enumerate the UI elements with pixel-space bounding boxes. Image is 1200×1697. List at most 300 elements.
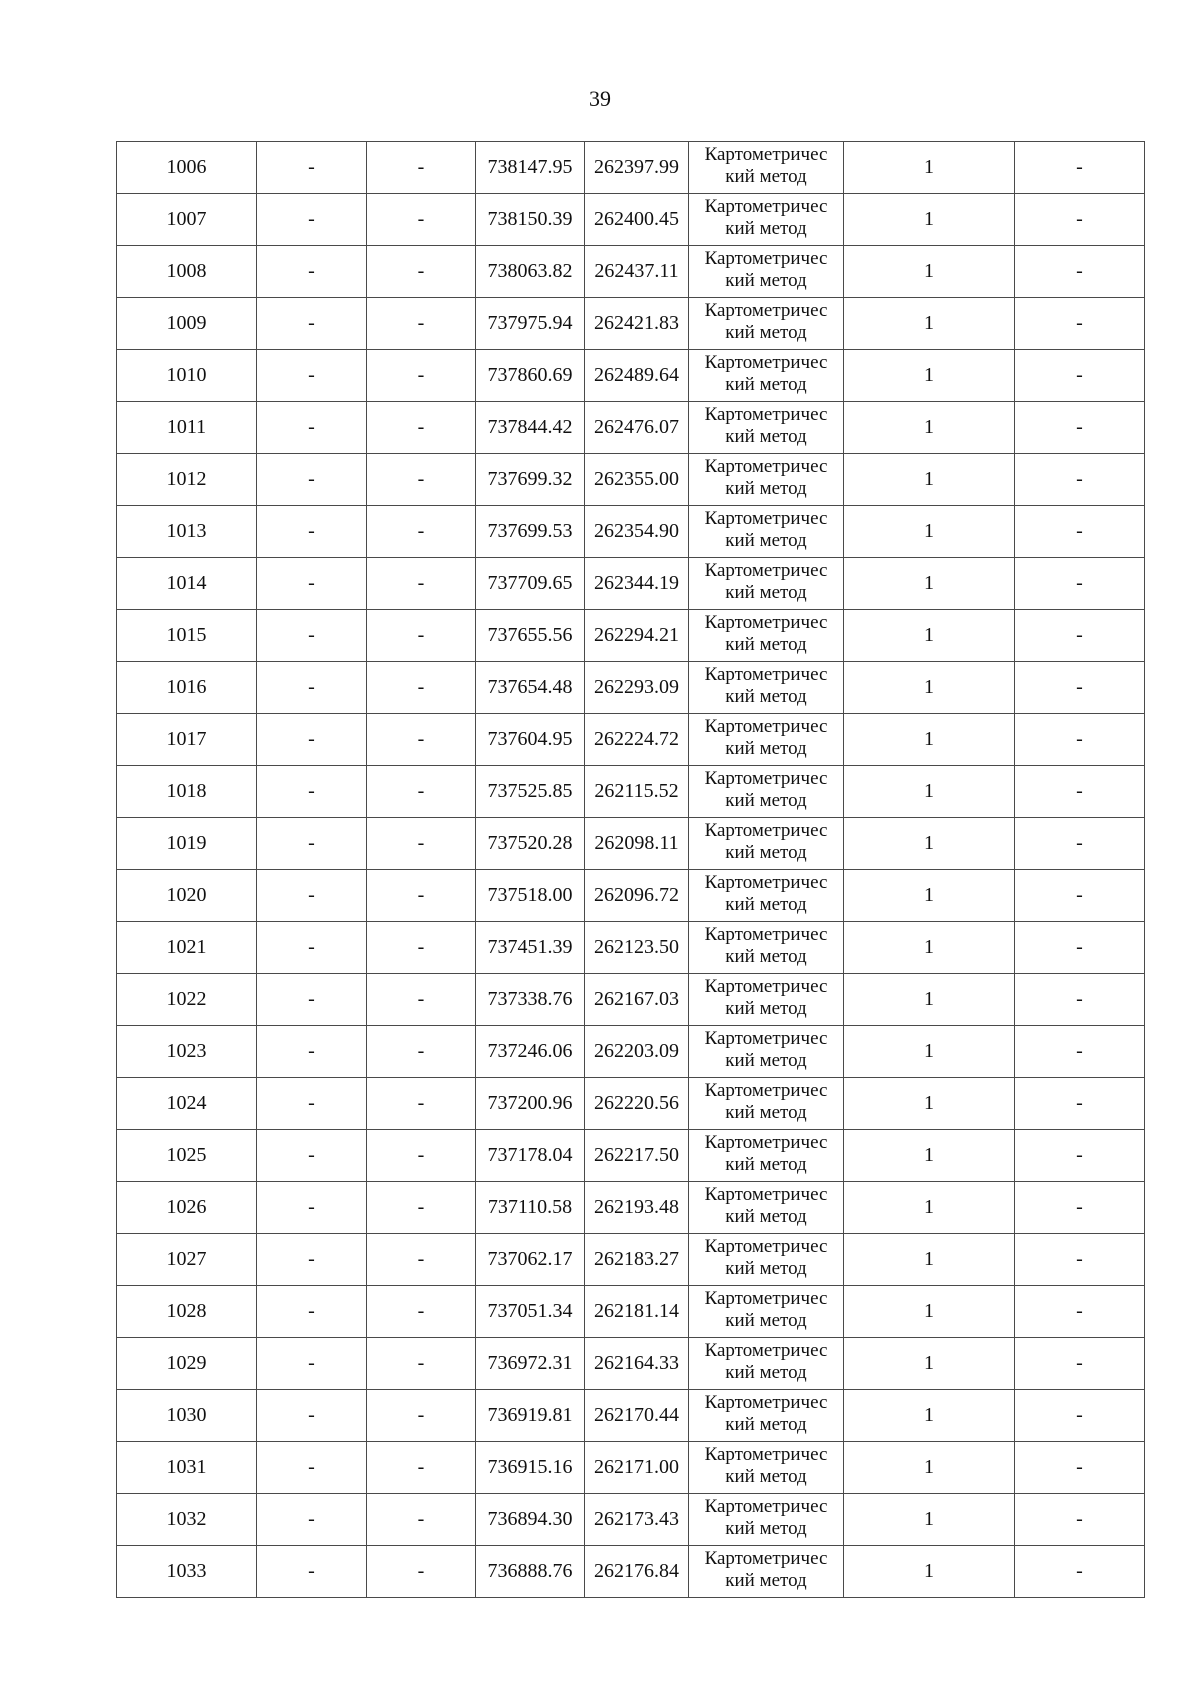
column-8-cell: - (1015, 610, 1145, 662)
accuracy-cell: 1 (844, 870, 1015, 922)
y-coordinate-cell: 262224.72 (585, 714, 689, 766)
method-cell (689, 1182, 844, 1234)
point-id-cell: 1023 (117, 1026, 257, 1078)
column-8-cell: - (1015, 1494, 1145, 1546)
method-line-1: Картометричес (704, 1392, 828, 1413)
column-3-cell: - (367, 246, 476, 298)
method-line-2: кий метод (725, 790, 807, 811)
x-coordinate-cell: 737709.65 (476, 558, 585, 610)
column-2-cell: - (257, 194, 367, 246)
method-line-1: Картометричес (704, 1340, 828, 1361)
point-id-cell: 1016 (117, 662, 257, 714)
method-line-1: Картометричес (704, 976, 828, 997)
y-coordinate-cell: 262217.50 (585, 1130, 689, 1182)
accuracy-cell: 1 (844, 766, 1015, 818)
accuracy-cell: 1 (844, 402, 1015, 454)
y-coordinate-cell: 262400.45 (585, 194, 689, 246)
point-id-cell: 1020 (117, 870, 257, 922)
column-3-cell: - (367, 506, 476, 558)
method-cell (689, 350, 844, 402)
column-2-cell: - (257, 246, 367, 298)
method-line-2: кий метод (725, 1310, 807, 1331)
method-cell (689, 1130, 844, 1182)
method-line-1: Картометричес (704, 352, 828, 373)
point-id-cell: 1024 (117, 1078, 257, 1130)
method-line-1: Картометричес (704, 1028, 828, 1049)
method-line-1: Картометричес (704, 300, 828, 321)
method-line-2: кий метод (725, 1154, 807, 1175)
table-row (117, 558, 1145, 610)
column-8-cell: - (1015, 1234, 1145, 1286)
point-id-cell: 1031 (117, 1442, 257, 1494)
x-coordinate-cell: 737520.28 (476, 818, 585, 870)
column-8-cell: - (1015, 922, 1145, 974)
table-row (117, 1286, 1145, 1338)
method-line-1: Картометричес (704, 872, 828, 893)
column-8-cell: - (1015, 350, 1145, 402)
column-2-cell: - (257, 714, 367, 766)
method-cell (689, 818, 844, 870)
y-coordinate-cell: 262220.56 (585, 1078, 689, 1130)
y-coordinate-cell: 262173.43 (585, 1494, 689, 1546)
accuracy-cell: 1 (844, 1286, 1015, 1338)
column-3-cell: - (367, 350, 476, 402)
method-cell (689, 454, 844, 506)
column-2-cell: - (257, 1442, 367, 1494)
table-body (117, 142, 1145, 1598)
point-id-cell: 1028 (117, 1286, 257, 1338)
column-3-cell: - (367, 1182, 476, 1234)
column-3-cell: - (367, 714, 476, 766)
x-coordinate-cell: 737246.06 (476, 1026, 585, 1078)
point-id-cell: 1021 (117, 922, 257, 974)
method-cell (689, 922, 844, 974)
method-line-2: кий метод (725, 738, 807, 759)
method-cell (689, 246, 844, 298)
column-3-cell: - (367, 298, 476, 350)
method-line-2: кий метод (725, 686, 807, 707)
table-row (117, 1546, 1145, 1598)
x-coordinate-cell: 737338.76 (476, 974, 585, 1026)
x-coordinate-cell: 737860.69 (476, 350, 585, 402)
accuracy-cell: 1 (844, 610, 1015, 662)
column-2-cell: - (257, 142, 367, 194)
table-row (117, 454, 1145, 506)
method-cell (689, 766, 844, 818)
table-row (117, 402, 1145, 454)
column-3-cell: - (367, 1338, 476, 1390)
table-row (117, 506, 1145, 558)
column-2-cell: - (257, 610, 367, 662)
accuracy-cell: 1 (844, 142, 1015, 194)
column-8-cell: - (1015, 558, 1145, 610)
page-number: 39 (589, 86, 611, 111)
x-coordinate-cell: 737518.00 (476, 870, 585, 922)
method-cell (689, 714, 844, 766)
column-3-cell: - (367, 454, 476, 506)
column-3-cell: - (367, 662, 476, 714)
table-row (117, 974, 1145, 1026)
x-coordinate-cell: 737654.48 (476, 662, 585, 714)
accuracy-cell: 1 (844, 454, 1015, 506)
table-row (117, 1494, 1145, 1546)
column-2-cell: - (257, 766, 367, 818)
method-line-1: Картометричес (704, 664, 828, 685)
accuracy-cell: 1 (844, 558, 1015, 610)
column-3-cell: - (367, 818, 476, 870)
x-coordinate-cell: 737451.39 (476, 922, 585, 974)
column-8-cell: - (1015, 766, 1145, 818)
method-line-2: кий метод (725, 530, 807, 551)
x-coordinate-cell: 737844.42 (476, 402, 585, 454)
table-row (117, 662, 1145, 714)
point-id-cell: 1033 (117, 1546, 257, 1598)
accuracy-cell: 1 (844, 298, 1015, 350)
y-coordinate-cell: 262203.09 (585, 1026, 689, 1078)
x-coordinate-cell: 737110.58 (476, 1182, 585, 1234)
column-8-cell: - (1015, 454, 1145, 506)
method-line-2: кий метод (725, 1414, 807, 1435)
x-coordinate-cell: 737062.17 (476, 1234, 585, 1286)
table-row (117, 298, 1145, 350)
column-8-cell: - (1015, 1442, 1145, 1494)
accuracy-cell: 1 (844, 1130, 1015, 1182)
point-id-cell: 1018 (117, 766, 257, 818)
point-id-cell: 1007 (117, 194, 257, 246)
table-row (117, 1078, 1145, 1130)
y-coordinate-cell: 262096.72 (585, 870, 689, 922)
method-line-1: Картометричес (704, 560, 828, 581)
method-line-2: кий метод (725, 426, 807, 447)
column-8-cell: - (1015, 246, 1145, 298)
point-id-cell: 1012 (117, 454, 257, 506)
column-8-cell: - (1015, 194, 1145, 246)
x-coordinate-cell: 737604.95 (476, 714, 585, 766)
accuracy-cell: 1 (844, 1338, 1015, 1390)
column-8-cell: - (1015, 714, 1145, 766)
method-cell (689, 1026, 844, 1078)
method-cell (689, 662, 844, 714)
x-coordinate-cell: 737975.94 (476, 298, 585, 350)
table-row (117, 246, 1145, 298)
accuracy-cell: 1 (844, 818, 1015, 870)
x-coordinate-cell: 736888.76 (476, 1546, 585, 1598)
method-line-2: кий метод (725, 842, 807, 863)
method-line-1: Картометричес (704, 612, 828, 633)
y-coordinate-cell: 262294.21 (585, 610, 689, 662)
y-coordinate-cell: 262489.64 (585, 350, 689, 402)
column-3-cell: - (367, 1234, 476, 1286)
method-line-2: кий метод (725, 1206, 807, 1227)
method-line-2: кий метод (725, 270, 807, 291)
column-2-cell: - (257, 402, 367, 454)
column-2-cell: - (257, 298, 367, 350)
column-3-cell: - (367, 1442, 476, 1494)
method-line-2: кий метод (725, 478, 807, 499)
table-row (117, 610, 1145, 662)
column-8-cell: - (1015, 870, 1145, 922)
method-line-2: кий метод (725, 998, 807, 1019)
method-cell (689, 506, 844, 558)
x-coordinate-cell: 736894.30 (476, 1494, 585, 1546)
column-2-cell: - (257, 1078, 367, 1130)
accuracy-cell: 1 (844, 974, 1015, 1026)
column-3-cell: - (367, 558, 476, 610)
x-coordinate-cell: 736972.31 (476, 1338, 585, 1390)
point-id-cell: 1019 (117, 818, 257, 870)
point-id-cell: 1022 (117, 974, 257, 1026)
column-3-cell: - (367, 1546, 476, 1598)
accuracy-cell: 1 (844, 246, 1015, 298)
accuracy-cell: 1 (844, 714, 1015, 766)
method-line-1: Картометричес (704, 456, 828, 477)
table-row (117, 870, 1145, 922)
method-cell (689, 1338, 844, 1390)
point-id-cell: 1030 (117, 1390, 257, 1442)
x-coordinate-cell: 737178.04 (476, 1130, 585, 1182)
column-3-cell: - (367, 1390, 476, 1442)
method-line-2: кий метод (725, 1518, 807, 1539)
column-8-cell: - (1015, 1130, 1145, 1182)
method-line-2: кий метод (725, 582, 807, 603)
method-cell (689, 194, 844, 246)
table-row (117, 1442, 1145, 1494)
column-8-cell: - (1015, 1182, 1145, 1234)
accuracy-cell: 1 (844, 1390, 1015, 1442)
method-line-1: Картометричес (704, 248, 828, 269)
accuracy-cell: 1 (844, 922, 1015, 974)
column-2-cell: - (257, 1338, 367, 1390)
method-line-2: кий метод (725, 1258, 807, 1279)
column-2-cell: - (257, 974, 367, 1026)
method-line-1: Картометричес (704, 1548, 828, 1569)
method-line-1: Картометричес (704, 1496, 828, 1517)
method-cell (689, 1442, 844, 1494)
table-row (117, 142, 1145, 194)
y-coordinate-cell: 262167.03 (585, 974, 689, 1026)
table-row (117, 1390, 1145, 1442)
method-cell (689, 1390, 844, 1442)
table-row (117, 766, 1145, 818)
column-8-cell: - (1015, 1026, 1145, 1078)
x-coordinate-cell: 737051.34 (476, 1286, 585, 1338)
y-coordinate-cell: 262354.90 (585, 506, 689, 558)
method-cell (689, 974, 844, 1026)
method-line-1: Картометричес (704, 1184, 828, 1205)
column-8-cell: - (1015, 818, 1145, 870)
column-8-cell: - (1015, 1338, 1145, 1390)
x-coordinate-cell: 737699.32 (476, 454, 585, 506)
method-cell (689, 558, 844, 610)
method-cell (689, 1234, 844, 1286)
column-2-cell: - (257, 506, 367, 558)
point-id-cell: 1006 (117, 142, 257, 194)
column-3-cell: - (367, 610, 476, 662)
column-2-cell: - (257, 1130, 367, 1182)
method-line-1: Картометричес (704, 924, 828, 945)
point-id-cell: 1025 (117, 1130, 257, 1182)
column-8-cell: - (1015, 298, 1145, 350)
table-row (117, 1130, 1145, 1182)
column-2-cell: - (257, 818, 367, 870)
accuracy-cell: 1 (844, 1546, 1015, 1598)
point-id-cell: 1008 (117, 246, 257, 298)
column-3-cell: - (367, 1130, 476, 1182)
y-coordinate-cell: 262123.50 (585, 922, 689, 974)
method-line-1: Картометричес (704, 144, 828, 165)
column-3-cell: - (367, 194, 476, 246)
accuracy-cell: 1 (844, 1182, 1015, 1234)
column-2-cell: - (257, 1182, 367, 1234)
y-coordinate-cell: 262098.11 (585, 818, 689, 870)
accuracy-cell: 1 (844, 1234, 1015, 1286)
y-coordinate-cell: 262164.33 (585, 1338, 689, 1390)
column-8-cell: - (1015, 662, 1145, 714)
y-coordinate-cell: 262293.09 (585, 662, 689, 714)
column-2-cell: - (257, 1286, 367, 1338)
method-line-1: Картометричес (704, 508, 828, 529)
y-coordinate-cell: 262397.99 (585, 142, 689, 194)
column-8-cell: - (1015, 506, 1145, 558)
table-row (117, 1234, 1145, 1286)
column-3-cell: - (367, 974, 476, 1026)
accuracy-cell: 1 (844, 350, 1015, 402)
method-cell (689, 1286, 844, 1338)
method-line-1: Картометричес (704, 404, 828, 425)
x-coordinate-cell: 736915.16 (476, 1442, 585, 1494)
method-cell (689, 870, 844, 922)
method-cell (689, 1078, 844, 1130)
method-line-2: кий метод (725, 322, 807, 343)
column-8-cell: - (1015, 402, 1145, 454)
point-id-cell: 1026 (117, 1182, 257, 1234)
column-8-cell: - (1015, 1078, 1145, 1130)
column-2-cell: - (257, 662, 367, 714)
column-3-cell: - (367, 870, 476, 922)
column-8-cell: - (1015, 1286, 1145, 1338)
table-row (117, 350, 1145, 402)
column-3-cell: - (367, 402, 476, 454)
point-id-cell: 1011 (117, 402, 257, 454)
y-coordinate-cell: 262181.14 (585, 1286, 689, 1338)
y-coordinate-cell: 262170.44 (585, 1390, 689, 1442)
column-3-cell: - (367, 1026, 476, 1078)
y-coordinate-cell: 262437.11 (585, 246, 689, 298)
column-2-cell: - (257, 350, 367, 402)
table-row (117, 922, 1145, 974)
table-row (117, 1182, 1145, 1234)
method-line-1: Картометричес (704, 1132, 828, 1153)
accuracy-cell: 1 (844, 194, 1015, 246)
column-3-cell: - (367, 1286, 476, 1338)
point-id-cell: 1015 (117, 610, 257, 662)
x-coordinate-cell: 737655.56 (476, 610, 585, 662)
y-coordinate-cell: 262344.19 (585, 558, 689, 610)
method-line-2: кий метод (725, 374, 807, 395)
x-coordinate-cell: 737200.96 (476, 1078, 585, 1130)
method-line-2: кий метод (725, 946, 807, 967)
y-coordinate-cell: 262183.27 (585, 1234, 689, 1286)
point-id-cell: 1017 (117, 714, 257, 766)
x-coordinate-cell: 737525.85 (476, 766, 585, 818)
column-2-cell: - (257, 1390, 367, 1442)
y-coordinate-cell: 262421.83 (585, 298, 689, 350)
point-id-cell: 1032 (117, 1494, 257, 1546)
method-line-2: кий метод (725, 1102, 807, 1123)
x-coordinate-cell: 738150.39 (476, 194, 585, 246)
column-3-cell: - (367, 1494, 476, 1546)
y-coordinate-cell: 262176.84 (585, 1546, 689, 1598)
method-cell (689, 402, 844, 454)
method-line-1: Картометричес (704, 1080, 828, 1101)
y-coordinate-cell: 262115.52 (585, 766, 689, 818)
column-8-cell: - (1015, 142, 1145, 194)
x-coordinate-cell: 736919.81 (476, 1390, 585, 1442)
point-id-cell: 1027 (117, 1234, 257, 1286)
column-8-cell: - (1015, 974, 1145, 1026)
column-3-cell: - (367, 766, 476, 818)
y-coordinate-cell: 262355.00 (585, 454, 689, 506)
table-row (117, 1026, 1145, 1078)
y-coordinate-cell: 262193.48 (585, 1182, 689, 1234)
table-row (117, 194, 1145, 246)
table-row (117, 1338, 1145, 1390)
column-2-cell: - (257, 558, 367, 610)
column-8-cell: - (1015, 1546, 1145, 1598)
column-2-cell: - (257, 454, 367, 506)
method-cell (689, 1546, 844, 1598)
accuracy-cell: 1 (844, 1494, 1015, 1546)
method-line-2: кий метод (725, 894, 807, 915)
coordinates-table (116, 141, 1145, 1598)
table-row (117, 714, 1145, 766)
x-coordinate-cell: 738147.95 (476, 142, 585, 194)
table-row (117, 818, 1145, 870)
column-3-cell: - (367, 1078, 476, 1130)
method-line-1: Картометричес (704, 768, 828, 789)
method-line-1: Картометричес (704, 716, 828, 737)
column-2-cell: - (257, 1026, 367, 1078)
method-line-1: Картометричес (704, 196, 828, 217)
column-2-cell: - (257, 870, 367, 922)
method-line-1: Картометричес (704, 820, 828, 841)
column-2-cell: - (257, 922, 367, 974)
point-id-cell: 1014 (117, 558, 257, 610)
accuracy-cell: 1 (844, 1026, 1015, 1078)
method-line-2: кий метод (725, 166, 807, 187)
column-3-cell: - (367, 142, 476, 194)
method-cell (689, 298, 844, 350)
point-id-cell: 1013 (117, 506, 257, 558)
column-8-cell: - (1015, 1390, 1145, 1442)
accuracy-cell: 1 (844, 1078, 1015, 1130)
y-coordinate-cell: 262171.00 (585, 1442, 689, 1494)
method-line-1: Картометричес (704, 1444, 828, 1465)
method-line-2: кий метод (725, 1362, 807, 1383)
method-cell (689, 1494, 844, 1546)
method-cell (689, 610, 844, 662)
method-line-2: кий метод (725, 1050, 807, 1071)
method-line-2: кий метод (725, 1466, 807, 1487)
method-line-2: кий метод (725, 218, 807, 239)
x-coordinate-cell: 738063.82 (476, 246, 585, 298)
x-coordinate-cell: 737699.53 (476, 506, 585, 558)
method-line-1: Картометричес (704, 1288, 828, 1309)
column-2-cell: - (257, 1234, 367, 1286)
column-2-cell: - (257, 1494, 367, 1546)
method-line-1: Картометричес (704, 1236, 828, 1257)
column-3-cell: - (367, 922, 476, 974)
